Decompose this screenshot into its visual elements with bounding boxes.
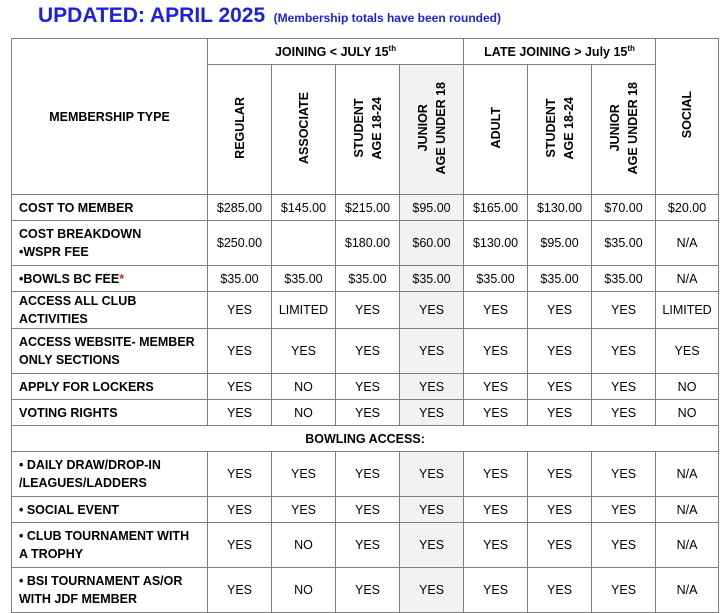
- table-cell: YES: [464, 400, 528, 426]
- table-cell: YES: [464, 497, 528, 523]
- section-heading-bowling-access: BOWLING ACCESS:: [12, 426, 719, 452]
- table-cell: $215.00: [336, 195, 400, 221]
- row-label: COST BREAKDOWN •WSPR FEE: [12, 221, 208, 266]
- table-cell: YES: [336, 452, 400, 497]
- table-row: [12, 266, 719, 292]
- table-cell: $130.00: [528, 195, 592, 221]
- row-label: • DAILY DRAW/DROP-IN /LEAGUES/LADDERS: [12, 452, 208, 497]
- table-cell: YES: [592, 292, 656, 329]
- column-header-junior-late: JUNIOR AGE UNDER 18: [592, 65, 656, 195]
- row-label: •BOWLS BC FEE*: [12, 266, 208, 292]
- table-cell: NO: [272, 568, 336, 613]
- table-cell: YES: [464, 292, 528, 329]
- table-cell: YES: [528, 400, 592, 426]
- table-row: [12, 292, 719, 329]
- row-label: ACCESS ALL CLUB ACTIVITIES: [12, 292, 208, 329]
- table-cell: LIMITED: [656, 292, 719, 329]
- table-cell: YES: [336, 497, 400, 523]
- table-cell: YES: [208, 374, 272, 400]
- table-cell: YES: [208, 568, 272, 613]
- table-cell: YES: [528, 374, 592, 400]
- table-cell: N/A: [656, 266, 719, 292]
- table-cell: $20.00: [656, 195, 719, 221]
- row-label: • CLUB TOURNAMENT WITH A TROPHY: [12, 523, 208, 568]
- table-cell: NO: [656, 400, 719, 426]
- table-cell: $180.00: [336, 221, 400, 266]
- table-cell: YES: [592, 523, 656, 568]
- table-cell: $145.00: [272, 195, 336, 221]
- table-cell: YES: [336, 523, 400, 568]
- table-cell: YES: [208, 292, 272, 329]
- table-cell: YES: [208, 400, 272, 426]
- table-cell: YES: [464, 452, 528, 497]
- table-cell: YES: [400, 568, 464, 613]
- table-cell: $60.00: [400, 221, 464, 266]
- late-joining-group-header: LATE JOINING > July 15th: [464, 39, 656, 65]
- table-cell: YES: [592, 400, 656, 426]
- table-row: [12, 497, 719, 523]
- table-cell: N/A: [656, 221, 719, 266]
- table-cell: YES: [400, 292, 464, 329]
- table-cell: $130.00: [464, 221, 528, 266]
- title-main: UPDATED: APRIL 2025: [38, 4, 266, 27]
- table-cell: YES: [400, 523, 464, 568]
- table-cell: $35.00: [400, 266, 464, 292]
- table-cell: YES: [592, 374, 656, 400]
- table-cell: YES: [272, 329, 336, 374]
- row-label: • SOCIAL EVENT: [12, 497, 208, 523]
- table-cell: YES: [336, 292, 400, 329]
- column-header-social: SOCIAL: [656, 39, 719, 195]
- table-cell: YES: [656, 329, 719, 374]
- table-cell: YES: [592, 329, 656, 374]
- table-cell: $285.00: [208, 195, 272, 221]
- table-row: [12, 568, 719, 613]
- table-cell: $250.00: [208, 221, 272, 266]
- table-cell: YES: [464, 374, 528, 400]
- table-cell: $35.00: [208, 266, 272, 292]
- table-cell: $95.00: [400, 195, 464, 221]
- table-cell: YES: [336, 400, 400, 426]
- table-cell: YES: [272, 452, 336, 497]
- table-cell: N/A: [656, 497, 719, 523]
- table-cell: N/A: [656, 568, 719, 613]
- column-header-junior-joining: JUNIOR AGE UNDER 18: [400, 65, 464, 195]
- table-cell: [272, 221, 336, 266]
- table-row: [12, 374, 719, 400]
- page-title: [38, 4, 501, 28]
- row-label: APPLY FOR LOCKERS: [12, 374, 208, 400]
- required-star: *: [119, 271, 125, 286]
- membership-table: [11, 38, 719, 613]
- column-header-student-joining: STUDENT AGE 18-24: [336, 65, 400, 195]
- table-cell: YES: [528, 568, 592, 613]
- table-cell: YES: [464, 568, 528, 613]
- table-cell: YES: [592, 568, 656, 613]
- table-cell: $35.00: [336, 266, 400, 292]
- table-cell: YES: [464, 523, 528, 568]
- table-cell: $35.00: [528, 266, 592, 292]
- table-cell: YES: [592, 497, 656, 523]
- section-row: [12, 426, 719, 452]
- table-cell: YES: [400, 329, 464, 374]
- table-cell: LIMITED: [272, 292, 336, 329]
- table-cell: N/A: [656, 523, 719, 568]
- table-row: [12, 221, 719, 266]
- column-header-associate: ASSOCIATE: [272, 65, 336, 195]
- table-row: [12, 452, 719, 497]
- table-cell: YES: [272, 497, 336, 523]
- table-row: [12, 195, 719, 221]
- membership-type-header: MEMBERSHIP TYPE: [12, 39, 208, 195]
- column-header-adult: ADULT: [464, 65, 528, 195]
- table-cell: YES: [400, 497, 464, 523]
- column-header-regular: REGULAR: [208, 65, 272, 195]
- table-cell: $35.00: [464, 266, 528, 292]
- table-cell: YES: [208, 523, 272, 568]
- table-cell: YES: [400, 452, 464, 497]
- row-label: COST TO MEMBER: [12, 195, 208, 221]
- table-cell: NO: [272, 374, 336, 400]
- row-label: VOTING RIGHTS: [12, 400, 208, 426]
- table-cell: YES: [528, 329, 592, 374]
- table-cell: NO: [272, 400, 336, 426]
- table-cell: YES: [336, 329, 400, 374]
- table-cell: YES: [208, 497, 272, 523]
- table-cell: YES: [528, 497, 592, 523]
- table-cell: N/A: [656, 452, 719, 497]
- column-header-student-late: STUDENT AGE 18-24: [528, 65, 592, 195]
- table-cell: YES: [208, 329, 272, 374]
- table-cell: $95.00: [528, 221, 592, 266]
- table-row: [12, 523, 719, 568]
- table-cell: YES: [336, 374, 400, 400]
- table-cell: YES: [592, 452, 656, 497]
- table-cell: YES: [528, 292, 592, 329]
- table-cell: YES: [336, 568, 400, 613]
- table-cell: $35.00: [592, 266, 656, 292]
- row-label: ACCESS WEBSITE- MEMBER ONLY SECTIONS: [12, 329, 208, 374]
- table-cell: $35.00: [592, 221, 656, 266]
- table-cell: $165.00: [464, 195, 528, 221]
- table-row: [12, 400, 719, 426]
- table-cell: YES: [528, 452, 592, 497]
- table-cell: YES: [400, 400, 464, 426]
- table-cell: $35.00: [272, 266, 336, 292]
- table-row: [12, 329, 719, 374]
- table-cell: NO: [272, 523, 336, 568]
- table-cell: NO: [656, 374, 719, 400]
- table-cell: YES: [528, 523, 592, 568]
- joining-group-header: JOINING < JULY 15th: [208, 39, 464, 65]
- table-cell: YES: [400, 374, 464, 400]
- row-label: • BSI TOURNAMENT AS/OR WITH JDF MEMBER: [12, 568, 208, 613]
- table-cell: $70.00: [592, 195, 656, 221]
- title-subtitle: (Membership totals have been rounded): [273, 11, 501, 25]
- table-cell: YES: [464, 329, 528, 374]
- table-cell: YES: [208, 452, 272, 497]
